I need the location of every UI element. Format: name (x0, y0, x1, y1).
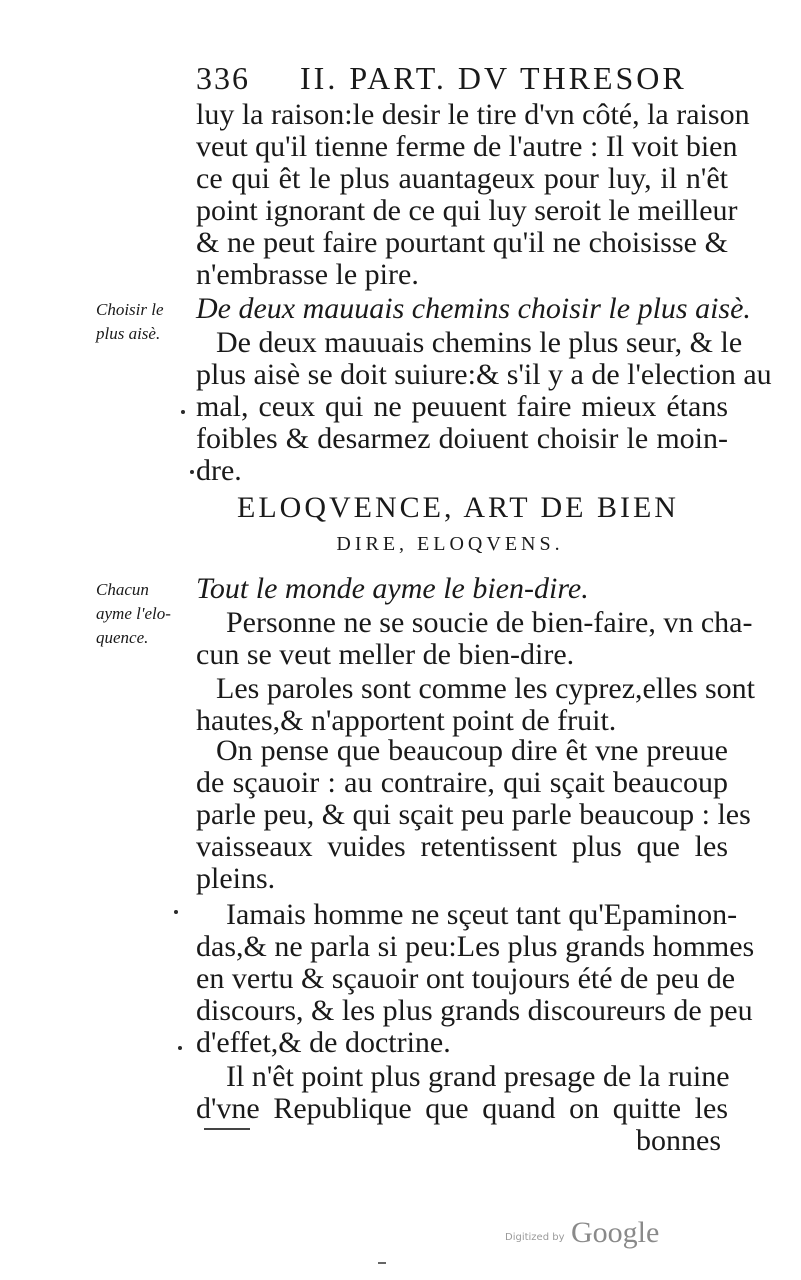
text-line: point ignorant de ce qui luy seroit le meilleur (196, 194, 738, 227)
maxim: De deux mauuais chemins choisir le plus aisè. (196, 292, 751, 325)
text-line: das,& ne parla si peu:Les plus grands hommes (196, 930, 755, 963)
text-line: dre. (196, 454, 242, 487)
text-line: n'embrasse le pire. (196, 258, 419, 291)
text-line: De deux mauuais chemins le plus seur, & le (216, 326, 743, 359)
catchword: bonnes (636, 1124, 721, 1157)
text-line: Iamais homme ne sçeut tant qu'Epaminon- (226, 898, 738, 931)
text-line: luy la raison:le desir le tire d'vn côté, la raison (196, 98, 750, 131)
margin-note (96, 578, 182, 650)
text-line: d'effet,& de doctrine. (196, 1026, 451, 1059)
text-line: hautes,& n'apportent point de fruit. (196, 704, 617, 737)
text-line: veut qu'il tienne ferme de l'autre : Il voit bien (196, 130, 738, 163)
ink-speck (190, 470, 194, 474)
ink-dash (204, 1128, 250, 1130)
text-line: On pense que beaucoup dire êt vne preuue (216, 734, 728, 767)
text-line: plus aisè se doit suiure:& s'il y a de l'election au (196, 358, 772, 391)
text-line: & ne peut faire pourtant qu'il ne choisisse & (196, 226, 728, 259)
section-heading: ELOQVENCE, ART DE BIEN (237, 491, 679, 524)
text-line: discours, & les plus grands discoureurs de peu (196, 994, 753, 1027)
text-line: Les paroles sont comme les cyprez,elles sont (216, 672, 756, 705)
section-subheading: DIRE, ELOQVENS. (336, 533, 564, 555)
page-mark (378, 1262, 386, 1264)
ink-speck (178, 1046, 182, 1050)
running-title: II. PART. DV THRESOR (300, 60, 687, 96)
maxim: Tout le monde ayme le bien-dire. (196, 572, 589, 605)
text-line: parle peu, & qui sçait peu parle beaucoup : les (196, 798, 751, 831)
digitized-label: Digitized by (505, 1232, 565, 1243)
page-number: 336 (196, 60, 250, 96)
margin-note-line: plus aisè. (96, 324, 161, 343)
margin-note-line: Choisir le (96, 300, 164, 319)
digitized-watermark (505, 1216, 675, 1256)
text-line: pleins. (196, 862, 276, 895)
text-line: cun se veut meller de bien-dire. (196, 638, 575, 671)
margin-note-line: quence. (96, 628, 149, 647)
text-line: d'vne Republique que quand on quitte les (196, 1092, 728, 1125)
margin-note-line: ayme l'elo- (96, 604, 171, 623)
text-line: ce qui êt le plus auantageux pour luy, il n'êt (196, 162, 728, 195)
text-line: vaisseaux vuides retentissent plus que les (196, 830, 728, 863)
text-line: Il n'êt point plus grand presage de la ruine (226, 1060, 730, 1093)
google-logo: Google (571, 1216, 660, 1249)
margin-note-line: Chacun (96, 580, 149, 599)
text-line: mal, ceux qui ne peuuent faire mieux étans (196, 390, 728, 423)
text-line: en vertu & sçauoir ont toujours été de peu de (196, 962, 736, 995)
text-line: Personne ne se soucie de bien-faire, vn cha- (226, 606, 753, 639)
ink-speck (174, 910, 178, 914)
ink-speck (181, 410, 185, 414)
text-line: foibles & desarmez doiuent choisir le moin- (196, 422, 728, 455)
page-header (196, 58, 728, 98)
margin-note (96, 298, 182, 346)
text-line: de sçauoir : au contraire, qui sçait beaucoup (196, 766, 728, 799)
